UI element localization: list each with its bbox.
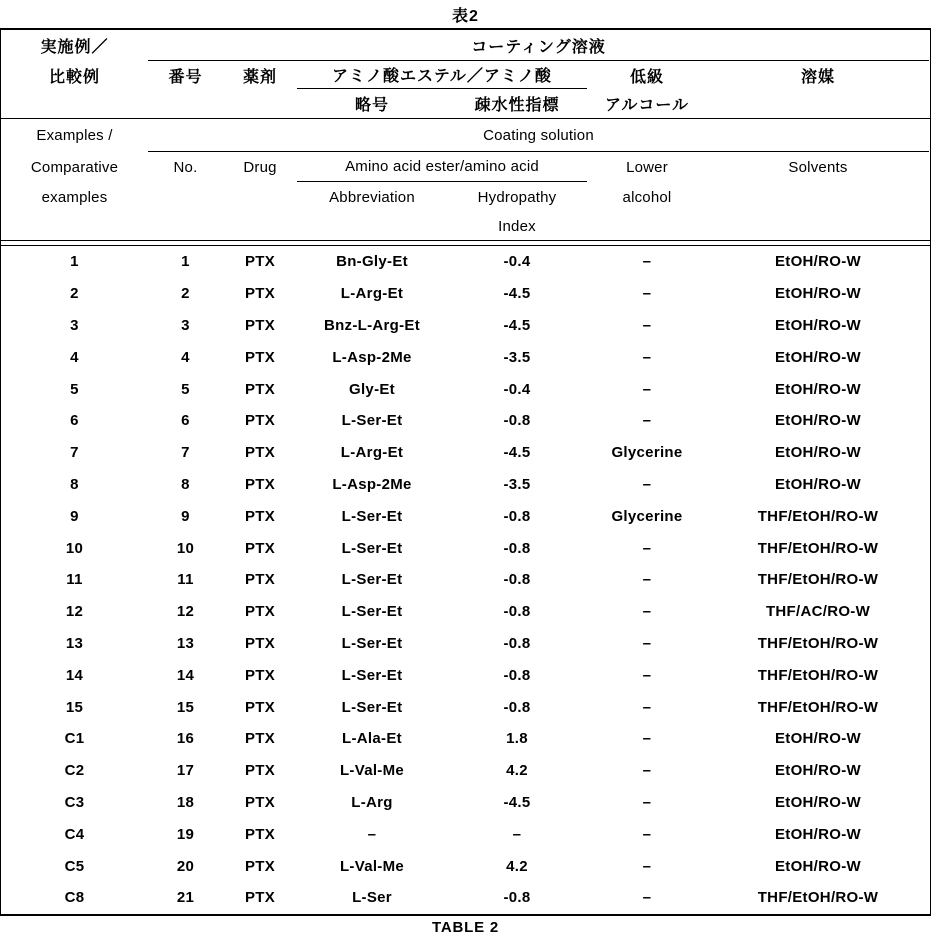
cell-abbreviation: L-Asp-2Me [332, 348, 412, 366]
cell-drug: PTX [244, 475, 276, 493]
header-no-en: No. [173, 158, 198, 176]
cell-drug: PTX [244, 634, 276, 652]
cell-example-id: C4 [64, 825, 85, 843]
cell-hydropathy: -0.4 [503, 380, 531, 398]
header-drug-en: Drug [243, 158, 277, 176]
table-row [1, 564, 930, 596]
cell-solvent: THF/EtOH/RO-W [757, 698, 879, 716]
cell-solvent: THF/EtOH/RO-W [757, 634, 879, 652]
cell-drug: PTX [244, 444, 276, 462]
header-lower-jp: 低級 [629, 68, 664, 86]
cell-solvent: EtOH/RO-W [774, 762, 862, 780]
cell-no: 18 [176, 793, 195, 811]
cell-abbreviation: L-Ser-Et [341, 539, 403, 557]
cell-drug: PTX [244, 825, 276, 843]
header-row-jp-2 [1, 61, 930, 89]
cell-no: 9 [181, 507, 190, 525]
table-row [1, 755, 930, 787]
cell-drug: PTX [244, 539, 276, 557]
cell-alcohol: – [642, 889, 652, 907]
header-no-jp: 番号 [168, 68, 203, 86]
cell-abbreviation: L-Val-Me [339, 857, 405, 875]
cell-alcohol: – [642, 762, 652, 780]
cell-example-id: 15 [65, 698, 84, 716]
table-row [1, 532, 930, 564]
table-row [1, 310, 930, 342]
table-row [1, 723, 930, 755]
cell-example-id: 14 [65, 666, 84, 684]
cell-drug: PTX [244, 730, 276, 748]
cell-no: 4 [181, 348, 190, 366]
header-hydropathy-en-line1: Hydropathy [477, 189, 557, 206]
cell-no: 11 [177, 571, 194, 589]
cell-no: 2 [181, 285, 190, 303]
cell-abbreviation: L-Ala-Et [342, 730, 402, 748]
cell-no: 14 [176, 666, 195, 684]
cell-solvent: EtOH/RO-W [774, 412, 862, 430]
cell-abbreviation: Bnz-L-Arg-Et [323, 316, 421, 334]
cell-drug: PTX [244, 412, 276, 430]
header-solvents-en: Solvents [788, 158, 848, 176]
cell-solvent: EtOH/RO-W [774, 857, 862, 875]
cell-solvent: EtOH/RO-W [774, 316, 862, 334]
cell-alcohol: – [642, 603, 652, 621]
cell-drug: PTX [244, 253, 276, 271]
cell-drug: PTX [244, 666, 276, 684]
table-title-jp: 表2 [452, 7, 479, 25]
cell-solvent: THF/EtOH/RO-W [757, 507, 879, 525]
cell-example-id: 10 [65, 539, 84, 557]
cell-hydropathy: -0.8 [503, 412, 531, 430]
table-row [1, 818, 930, 850]
cell-no: 7 [181, 444, 190, 462]
cell-drug: PTX [244, 285, 276, 303]
cell-hydropathy: -0.8 [503, 603, 531, 621]
cell-hydropathy: -0.8 [503, 634, 531, 652]
cell-alcohol: – [642, 571, 652, 589]
cell-no: 20 [176, 857, 195, 875]
cell-drug: PTX [244, 603, 276, 621]
cell-solvent: THF/EtOH/RO-W [757, 539, 879, 557]
patent-table [0, 28, 931, 916]
header-row-en-2 [1, 152, 930, 182]
table-row [1, 246, 930, 278]
cell-alcohol: – [642, 857, 652, 875]
cell-alcohol: – [642, 412, 652, 430]
cell-example-id: C5 [64, 857, 85, 875]
table-row [1, 437, 930, 469]
table-row [1, 373, 930, 405]
header-row-en-1 [1, 119, 930, 152]
cell-hydropathy: 4.2 [506, 762, 528, 780]
cell-example-id: 4 [70, 348, 79, 366]
header-row-en-3 [1, 182, 930, 213]
cell-hydropathy: -0.8 [503, 539, 531, 557]
cell-abbreviation: L-Ser-Et [341, 571, 403, 589]
cell-hydropathy: -0.8 [503, 698, 531, 716]
cell-example-id: 3 [70, 316, 79, 334]
cell-solvent: THF/EtOH/RO-W [757, 666, 879, 684]
header-coating-solution-jp: コーティング溶液 [148, 30, 929, 61]
cell-abbreviation: – [367, 825, 377, 843]
header-drug-jp: 薬剤 [242, 68, 277, 86]
header-examples-jp-line1: 実施例／ [40, 39, 109, 56]
cell-solvent: EtOH/RO-W [774, 253, 862, 271]
cell-example-id: 1 [70, 253, 79, 271]
cell-no: 6 [181, 412, 190, 430]
table-row [1, 596, 930, 628]
cell-hydropathy: -4.5 [503, 316, 531, 334]
cell-no: 3 [181, 316, 190, 334]
cell-abbreviation: L-Val-Me [339, 762, 405, 780]
cell-abbreviation: Bn-Gly-Et [336, 253, 408, 271]
table-row [1, 405, 930, 437]
cell-hydropathy: 1.8 [506, 730, 528, 748]
cell-no: 19 [176, 825, 195, 843]
cell-no: 21 [176, 889, 195, 907]
cell-alcohol: – [642, 285, 652, 303]
cell-solvent: EtOH/RO-W [774, 730, 862, 748]
cell-alcohol: – [642, 316, 652, 334]
header-abbreviation-jp: 略号 [354, 97, 389, 114]
cell-no: 15 [176, 698, 195, 716]
cell-drug: PTX [244, 889, 276, 907]
cell-alcohol: – [642, 793, 652, 811]
header-row-jp-1 [1, 30, 930, 61]
cell-solvent: EtOH/RO-W [774, 380, 862, 398]
cell-hydropathy: -0.8 [503, 507, 531, 525]
cell-alcohol: Glycerine [611, 507, 683, 525]
cell-no: 16 [176, 730, 195, 748]
header-hydropathy-jp: 疎水性指標 [474, 97, 560, 114]
cell-solvent: EtOH/RO-W [774, 348, 862, 366]
cell-example-id: C2 [64, 762, 85, 780]
cell-drug: PTX [244, 380, 276, 398]
header-hydropathy-en-line2: Index [498, 218, 536, 235]
cell-drug: PTX [244, 698, 276, 716]
cell-no: 8 [181, 475, 190, 493]
cell-alcohol: – [642, 698, 652, 716]
cell-example-id: C1 [64, 730, 85, 748]
table-row [1, 659, 930, 691]
cell-drug: PTX [244, 857, 276, 875]
cell-alcohol: – [642, 253, 652, 271]
cell-solvent: THF/EtOH/RO-W [757, 889, 879, 907]
cell-drug: PTX [244, 348, 276, 366]
cell-example-id: 2 [70, 285, 79, 303]
cell-example-id: 12 [65, 603, 84, 621]
cell-alcohol: – [642, 475, 652, 493]
cell-abbreviation: L-Ser-Et [341, 603, 403, 621]
cell-hydropathy: -0.8 [503, 666, 531, 684]
cell-example-id: 5 [70, 380, 79, 398]
cell-hydropathy: -4.5 [503, 285, 531, 303]
cell-example-id: C3 [64, 793, 85, 811]
cell-abbreviation: L-Ser-Et [341, 507, 403, 525]
table-row [1, 469, 930, 501]
cell-solvent: EtOH/RO-W [774, 285, 862, 303]
cell-solvent: EtOH/RO-W [774, 825, 862, 843]
cell-hydropathy: -0.4 [503, 253, 531, 271]
cell-hydropathy: -4.5 [503, 444, 531, 462]
table-row [1, 278, 930, 310]
cell-alcohol: – [642, 348, 652, 366]
header-examples-en-line1: Examples / [36, 127, 113, 144]
cell-abbreviation: L-Ser-Et [341, 666, 403, 684]
cell-alcohol: – [642, 825, 652, 843]
cell-solvent: EtOH/RO-W [774, 793, 862, 811]
cell-alcohol: – [642, 539, 652, 557]
cell-no: 17 [176, 762, 195, 780]
cell-no: 5 [181, 380, 190, 398]
cell-alcohol: – [642, 380, 652, 398]
header-abbreviation-en: Abbreviation [329, 189, 415, 206]
cell-hydropathy: -0.8 [503, 571, 531, 589]
cell-drug: PTX [244, 793, 276, 811]
header-solvents-jp: 溶媒 [800, 68, 835, 86]
cell-abbreviation: L-Ser-Et [341, 698, 403, 716]
header-english [1, 119, 930, 240]
cell-hydropathy: -4.5 [503, 793, 531, 811]
cell-hydropathy: -0.8 [503, 889, 531, 907]
cell-solvent: EtOH/RO-W [774, 444, 862, 462]
cell-example-id: 13 [65, 634, 84, 652]
cell-drug: PTX [244, 316, 276, 334]
cell-abbreviation: L-Arg-Et [340, 285, 404, 303]
table-row [1, 628, 930, 660]
cell-alcohol: – [642, 666, 652, 684]
table-row [1, 787, 930, 819]
cell-hydropathy: -3.5 [503, 475, 531, 493]
cell-abbreviation: Gly-Et [349, 380, 395, 398]
header-amino-acid-group-en: Amino acid ester/amino acid [297, 152, 587, 182]
table-row [1, 500, 930, 532]
cell-abbreviation: L-Ser-Et [341, 412, 403, 430]
cell-abbreviation: L-Arg-Et [340, 444, 404, 462]
cell-solvent: EtOH/RO-W [774, 475, 862, 493]
header-japanese [1, 30, 930, 119]
header-row-en-4 [1, 213, 930, 240]
header-examples-en-line2: Comparative [30, 158, 119, 176]
header-examples-en-line3: examples [41, 189, 108, 206]
cell-abbreviation: L-Ser [352, 889, 392, 907]
cell-drug: PTX [244, 507, 276, 525]
cell-example-id: 9 [70, 507, 79, 525]
cell-drug: PTX [244, 762, 276, 780]
table-body [1, 246, 930, 914]
cell-abbreviation: L-Ser-Et [341, 634, 403, 652]
cell-no: 13 [176, 634, 195, 652]
cell-example-id: 6 [70, 412, 79, 430]
cell-example-id: 11 [66, 571, 83, 589]
cell-hydropathy: – [512, 825, 522, 843]
cell-alcohol: – [642, 634, 652, 652]
table-row [1, 850, 930, 882]
cell-no: 12 [176, 603, 195, 621]
cell-alcohol: Glycerine [611, 444, 683, 462]
cell-drug: PTX [244, 571, 276, 589]
header-alcohol-en: alcohol [622, 189, 672, 206]
table-row [1, 691, 930, 723]
cell-example-id: 8 [70, 475, 79, 493]
table-row [1, 341, 930, 373]
table-caption-en: TABLE 2 [432, 918, 499, 936]
table-row [1, 882, 930, 914]
header-amino-acid-group-jp: アミノ酸エステル／アミノ酸 [297, 61, 587, 89]
header-row-jp-3 [1, 89, 930, 118]
cell-solvent: THF/EtOH/RO-W [757, 571, 879, 589]
cell-hydropathy: 4.2 [506, 857, 528, 875]
cell-no: 1 [181, 253, 190, 271]
cell-abbreviation: L-Arg [351, 793, 393, 811]
cell-example-id: C8 [64, 889, 85, 907]
header-coating-solution-en: Coating solution [148, 119, 929, 152]
cell-abbreviation: L-Asp-2Me [332, 475, 412, 493]
cell-alcohol: – [642, 730, 652, 748]
cell-hydropathy: -3.5 [503, 348, 531, 366]
header-lower-en: Lower [626, 158, 668, 176]
header-examples-jp-line2: 比較例 [48, 68, 100, 86]
cell-solvent: THF/AC/RO-W [765, 603, 871, 621]
cell-example-id: 7 [70, 444, 79, 462]
cell-no: 10 [176, 539, 195, 557]
header-alcohol-jp: アルコール [604, 97, 690, 114]
